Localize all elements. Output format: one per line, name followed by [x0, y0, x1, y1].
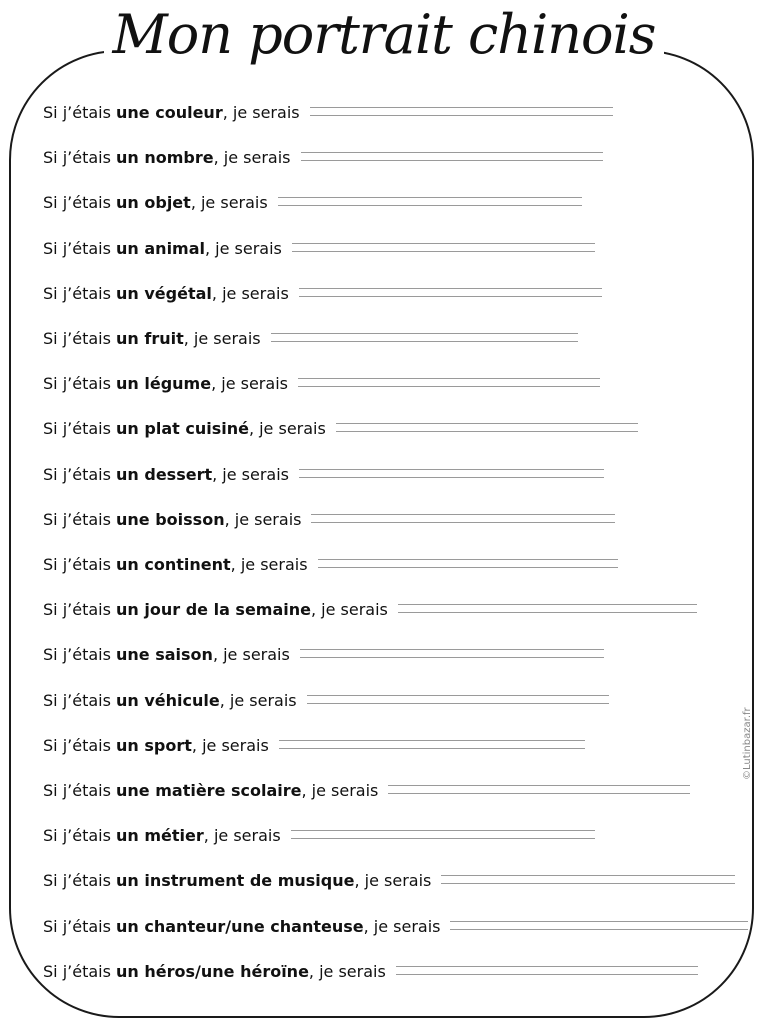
prompt-suffix: , je serais [205, 238, 282, 258]
prompt-prefix: Si j’étais [43, 147, 117, 167]
prompt-article: un [116, 373, 145, 393]
prompt-prefix: Si j’étais [43, 870, 117, 890]
prompt-article: un [116, 554, 145, 574]
prompt-row [43, 461, 289, 487]
prompt-prefix: Si j’étais [43, 825, 117, 845]
prompt-suffix: , je serais [230, 554, 308, 574]
prompt-label [43, 600, 388, 619]
prompt-subject [116, 239, 205, 258]
prompt-prefix: Si j’étais [43, 554, 117, 574]
answer-line[interactable] [310, 107, 613, 116]
prompt-subject [116, 781, 301, 800]
prompt-article: un [116, 418, 145, 438]
prompt-suffix: , je serais [213, 147, 291, 167]
prompt-article: un [116, 283, 145, 303]
answer-line[interactable] [299, 469, 604, 478]
prompt-label [43, 691, 297, 710]
answer-line[interactable] [271, 333, 578, 342]
prompt-prefix: Si j’étais [43, 509, 117, 529]
prompt-article: une [116, 780, 156, 800]
prompt-article: un [116, 916, 145, 936]
answer-line[interactable] [279, 740, 585, 749]
prompt-prefix: Si j’étais [43, 283, 117, 303]
answer-line[interactable] [300, 649, 604, 658]
prompt-prefix: Si j’étais [43, 373, 117, 393]
prompt-label [43, 239, 282, 258]
prompt-article: un [116, 870, 145, 890]
prompt-subject [116, 962, 309, 981]
prompt-article: une [116, 102, 156, 122]
prompt-subject [116, 103, 223, 122]
prompt-row [43, 958, 386, 984]
prompt-subject [116, 600, 311, 619]
prompt-article: un [116, 464, 145, 484]
prompt-word: légume [144, 373, 212, 393]
answer-line[interactable] [301, 152, 603, 161]
answer-line[interactable] [291, 830, 595, 839]
prompt-label [43, 917, 440, 936]
prompt-word: végétal [144, 283, 212, 303]
prompt-suffix: , je serais [311, 599, 388, 619]
prompt-prefix: Si j’étais [43, 961, 117, 981]
answer-line[interactable] [396, 966, 698, 975]
prompt-row [43, 280, 289, 306]
answer-line[interactable] [318, 559, 618, 568]
answer-line[interactable] [307, 695, 609, 704]
prompt-subject [116, 917, 364, 936]
prompt-subject [116, 419, 249, 438]
prompt-article: un [116, 147, 145, 167]
prompt-row [43, 913, 440, 939]
prompt-suffix: , je serais [248, 418, 326, 438]
prompt-row [43, 99, 300, 125]
prompt-label [43, 736, 269, 755]
prompt-word: nombre [144, 147, 214, 167]
prompt-subject [116, 736, 192, 755]
prompt-row [43, 777, 378, 803]
prompt-subject [116, 871, 354, 890]
answer-line[interactable] [450, 921, 748, 930]
prompt-row [43, 370, 288, 396]
prompt-word: couleur [155, 102, 223, 122]
prompt-article: une [116, 644, 156, 664]
prompt-suffix: , je serais [212, 464, 290, 484]
prompt-label [43, 103, 300, 122]
prompt-subject [116, 555, 231, 574]
prompt-subject [116, 510, 225, 529]
prompt-row [43, 822, 281, 848]
prompt-word: animal [144, 238, 205, 258]
prompt-word: fruit [144, 328, 184, 348]
prompt-row [43, 189, 268, 215]
prompt-row [43, 415, 326, 441]
prompt-word: boisson [155, 509, 225, 529]
prompt-word: objet [144, 192, 191, 212]
answer-line[interactable] [398, 604, 697, 613]
prompt-label [43, 284, 289, 303]
answer-line[interactable] [441, 875, 735, 884]
prompt-suffix: , je serais [224, 509, 302, 529]
prompt-row [43, 687, 297, 713]
prompt-article: une [116, 509, 156, 529]
prompt-prefix: Si j’étais [43, 192, 117, 212]
prompt-row [43, 144, 291, 170]
prompt-label [43, 148, 291, 167]
prompt-word: instrument de musique [144, 870, 355, 890]
answer-line[interactable] [298, 378, 600, 387]
prompt-prefix: Si j’étais [43, 735, 117, 755]
prompt-prefix: Si j’étais [43, 916, 117, 936]
prompt-prefix: Si j’étais [43, 644, 117, 664]
prompt-row [43, 551, 308, 577]
prompt-subject [116, 148, 214, 167]
prompt-suffix: , je serais [211, 373, 288, 393]
prompt-label [43, 329, 261, 348]
prompt-word: héros/une héroïne [144, 961, 309, 981]
prompt-word: chanteur/une chanteuse [144, 916, 364, 936]
prompt-word: sport [144, 735, 192, 755]
prompt-row [43, 867, 431, 893]
prompt-suffix: , je serais [301, 780, 379, 800]
prompt-subject [116, 374, 211, 393]
prompt-prefix: Si j’étais [43, 328, 117, 348]
prompt-label [43, 871, 431, 890]
prompt-subject [116, 465, 212, 484]
prompt-row [43, 641, 290, 667]
prompt-label [43, 781, 378, 800]
prompt-row [43, 506, 301, 532]
answer-line[interactable] [292, 243, 595, 252]
prompt-label [43, 555, 308, 574]
prompt-word: plat cuisiné [144, 418, 249, 438]
prompt-article: un [116, 238, 145, 258]
prompt-subject [116, 691, 220, 710]
prompt-word: matière scolaire [155, 780, 302, 800]
prompt-label [43, 419, 326, 438]
prompt-suffix: , je serais [222, 102, 300, 122]
prompt-subject [116, 284, 212, 303]
prompt-article: un [116, 735, 145, 755]
answer-line[interactable] [299, 288, 602, 297]
prompt-suffix: , je serais [212, 644, 290, 664]
prompt-label [43, 193, 268, 212]
prompt-prefix: Si j’étais [43, 102, 117, 122]
prompt-word: véhicule [144, 690, 220, 710]
prompt-article: un [116, 599, 145, 619]
prompt-subject [116, 329, 184, 348]
prompt-word: continent [144, 554, 231, 574]
prompt-prefix: Si j’étais [43, 690, 117, 710]
prompt-subject [116, 826, 204, 845]
prompt-label [43, 510, 301, 529]
prompt-label [43, 645, 290, 664]
prompt-suffix: , je serais [219, 690, 297, 710]
prompt-label [43, 962, 386, 981]
answer-line[interactable] [336, 423, 638, 432]
page-title: Mon portrait chinois [0, 0, 768, 70]
prompt-row [43, 325, 261, 351]
prompt-word: saison [155, 644, 213, 664]
prompt-suffix: , je serais [363, 916, 441, 936]
answer-line[interactable] [311, 514, 615, 523]
prompt-suffix: , je serais [191, 735, 269, 755]
prompt-prefix: Si j’étais [43, 418, 117, 438]
prompt-label [43, 826, 281, 845]
answer-line[interactable] [388, 785, 690, 794]
prompt-label [43, 374, 288, 393]
prompt-word: métier [144, 825, 204, 845]
prompt-article: un [116, 690, 145, 710]
prompt-row [43, 596, 388, 622]
prompt-article: un [116, 328, 145, 348]
answer-line[interactable] [278, 197, 582, 206]
prompt-prefix: Si j’étais [43, 780, 117, 800]
prompt-suffix: , je serais [203, 825, 281, 845]
prompt-article: un [116, 825, 145, 845]
prompt-suffix: , je serais [308, 961, 386, 981]
prompt-suffix: , je serais [354, 870, 432, 890]
prompt-word: jour de la semaine [144, 599, 311, 619]
prompt-article: un [116, 961, 145, 981]
prompt-subject [116, 645, 213, 664]
prompt-suffix: , je serais [183, 328, 261, 348]
prompt-suffix: , je serais [211, 283, 289, 303]
prompt-row [43, 732, 269, 758]
prompt-article: un [116, 192, 145, 212]
prompt-word: dessert [144, 464, 213, 484]
prompt-prefix: Si j’étais [43, 599, 117, 619]
prompt-suffix: , je serais [190, 192, 268, 212]
prompt-prefix: Si j’étais [43, 464, 117, 484]
prompt-row [43, 235, 282, 261]
prompt-subject [116, 193, 191, 212]
credit-text: ©Lutinbazar.fr [742, 707, 753, 780]
prompt-prefix: Si j’étais [43, 238, 117, 258]
prompt-label [43, 465, 289, 484]
